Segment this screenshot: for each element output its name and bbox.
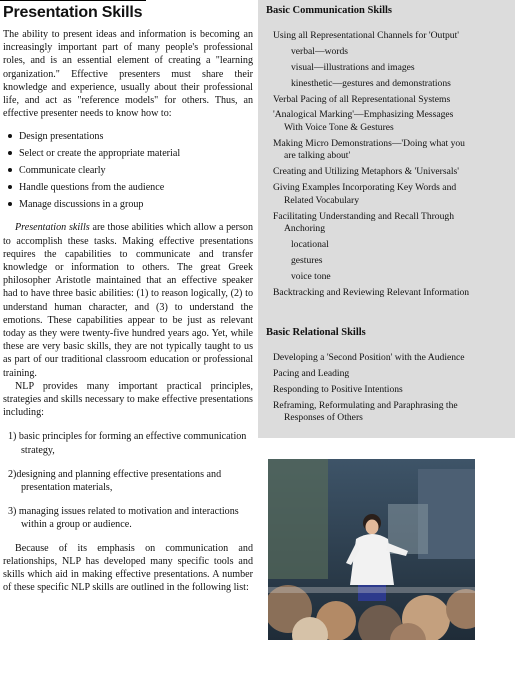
list-item: Manage discussions in a group [5, 196, 253, 213]
skill-item [273, 271, 509, 284]
skill-item-text: voice tone [291, 270, 331, 282]
presenter-photo [268, 459, 475, 640]
communication-skills-list [273, 30, 509, 302]
skill-item-text: locational [291, 238, 329, 250]
skill-item [273, 400, 509, 425]
skill-item-continuation: Anchoring [284, 223, 326, 235]
skill-item [273, 287, 509, 300]
skill-item [273, 384, 509, 397]
skill-item-text: kinesthetic—gestures and demonstrations [291, 77, 451, 89]
skill-item-continuation: With Voice Tone & Gestures [284, 121, 394, 133]
skill-item-text: gestures [291, 254, 323, 266]
skill-item [273, 211, 509, 236]
skill-item [273, 94, 509, 107]
skill-item-text: Pacing and Leading [273, 367, 350, 379]
skill-item [273, 255, 509, 268]
numbered-item: 3) managing issues related to motivation and interactions within a group or audience. [8, 506, 239, 531]
nlp-paragraph: NLP provides many important practical principles, strategies and skills necessary to make effective presentations including: [3, 380, 253, 419]
relational-skills-heading: Basic Relational Skills [266, 327, 366, 338]
numbered-item: 2)designing and planning effective presentations and presentation materials, [8, 468, 222, 494]
skill-item-text: verbal—words [291, 45, 349, 57]
closing-paragraph: Because of its emphasis on communication and relationships, NLP has developed many specific tools and skills which aid in making effective presentations. A number of these specific NLP skills are outlined in the following list: [3, 542, 253, 594]
skill-item [273, 368, 509, 381]
skill-item-text: Reframing, Reformulating and Paraphrasing the [273, 399, 458, 411]
skill-item-text: Verbal Pacing of all Representational Systems [273, 93, 451, 105]
definition-text: are those abilities which allow a person to accomplish these tasks. Making effective presentations requires the capabilities to communicate and transfer knowledge or information to others. The great Greek philosopher Aristotle maintained that an effective speaker had to have three basic abilities: (1) to reason logically, (2) to understand human character, and (3) to understand the emotions. These capabilities appear to be just as relevant today as they were twenty-five hundred years ago. Yet, while these are very basic skills, they are not typically taught to us as part of our traditional classroom education or professional training. [3, 222, 254, 379]
skill-item-continuation: Responses of Others [284, 412, 363, 424]
numbered-item: 1) basic principles for forming an effective communication strategy, [8, 431, 247, 456]
header-rule [0, 0, 146, 1]
skill-item-text: Responding to Positive Intentions [273, 383, 403, 395]
list-item: Communicate clearly [5, 162, 253, 179]
skill-item-continuation: Related Vocabulary [284, 194, 360, 206]
main-column [3, 4, 253, 595]
skill-item [273, 30, 509, 43]
skills-bullet-list [5, 128, 253, 213]
skill-item [273, 138, 509, 163]
skill-item-text: Giving Examples Incorporating Key Words and [273, 182, 457, 194]
skill-item-continuation: are talking about' [284, 150, 351, 162]
skill-item [273, 62, 509, 75]
skill-item [273, 239, 509, 252]
list-item: Handle questions from the audience [5, 179, 253, 196]
page-title: Presentation Skills [3, 4, 143, 21]
skill-item-text: visual—illustrations and images [291, 61, 415, 73]
skill-item-text: Developing a 'Second Position' with the Audience [273, 352, 465, 363]
skill-item [273, 182, 509, 207]
intro-paragraph: The ability to present ideas and information is becoming an increasingly important part of many people's professional roles, and is an essential element of creating a "learning organization." Effective presenters must share their knowledge and experience, usually about their professional life, and act as "reference models" for others. Thus, an effective presenter needs to know how to: [3, 29, 253, 120]
communication-skills-heading: Basic Communication Skills [266, 5, 393, 16]
list-item: Design presentations [5, 128, 253, 145]
skill-item-text: Creating and Utilizing Metaphors & 'Universals' [273, 166, 459, 178]
skill-item [273, 109, 509, 134]
list-item: Select or create the appropriate material [5, 145, 253, 162]
skill-item [273, 46, 509, 59]
skill-item-text: Using all Representational Channels for 'Output' [273, 30, 459, 41]
definition-term: Presentation skills [15, 222, 90, 234]
definition-paragraph [3, 221, 253, 379]
relational-skills-list [273, 352, 509, 428]
skill-item [273, 352, 509, 365]
skill-item [273, 78, 509, 91]
presenter-photo-image [268, 459, 475, 640]
skills-sidebar-panel [258, 0, 515, 438]
skill-item [273, 166, 509, 179]
skill-item-text: Making Micro Demonstrations—'Doing what you [273, 137, 465, 149]
skill-item-text: Facilitating Understanding and Recall Through [273, 210, 454, 222]
skill-item-text: 'Analogical Marking'—Emphasizing Messages [273, 109, 454, 121]
skill-item-text: Backtracking and Reviewing Relevant Information [273, 286, 470, 298]
